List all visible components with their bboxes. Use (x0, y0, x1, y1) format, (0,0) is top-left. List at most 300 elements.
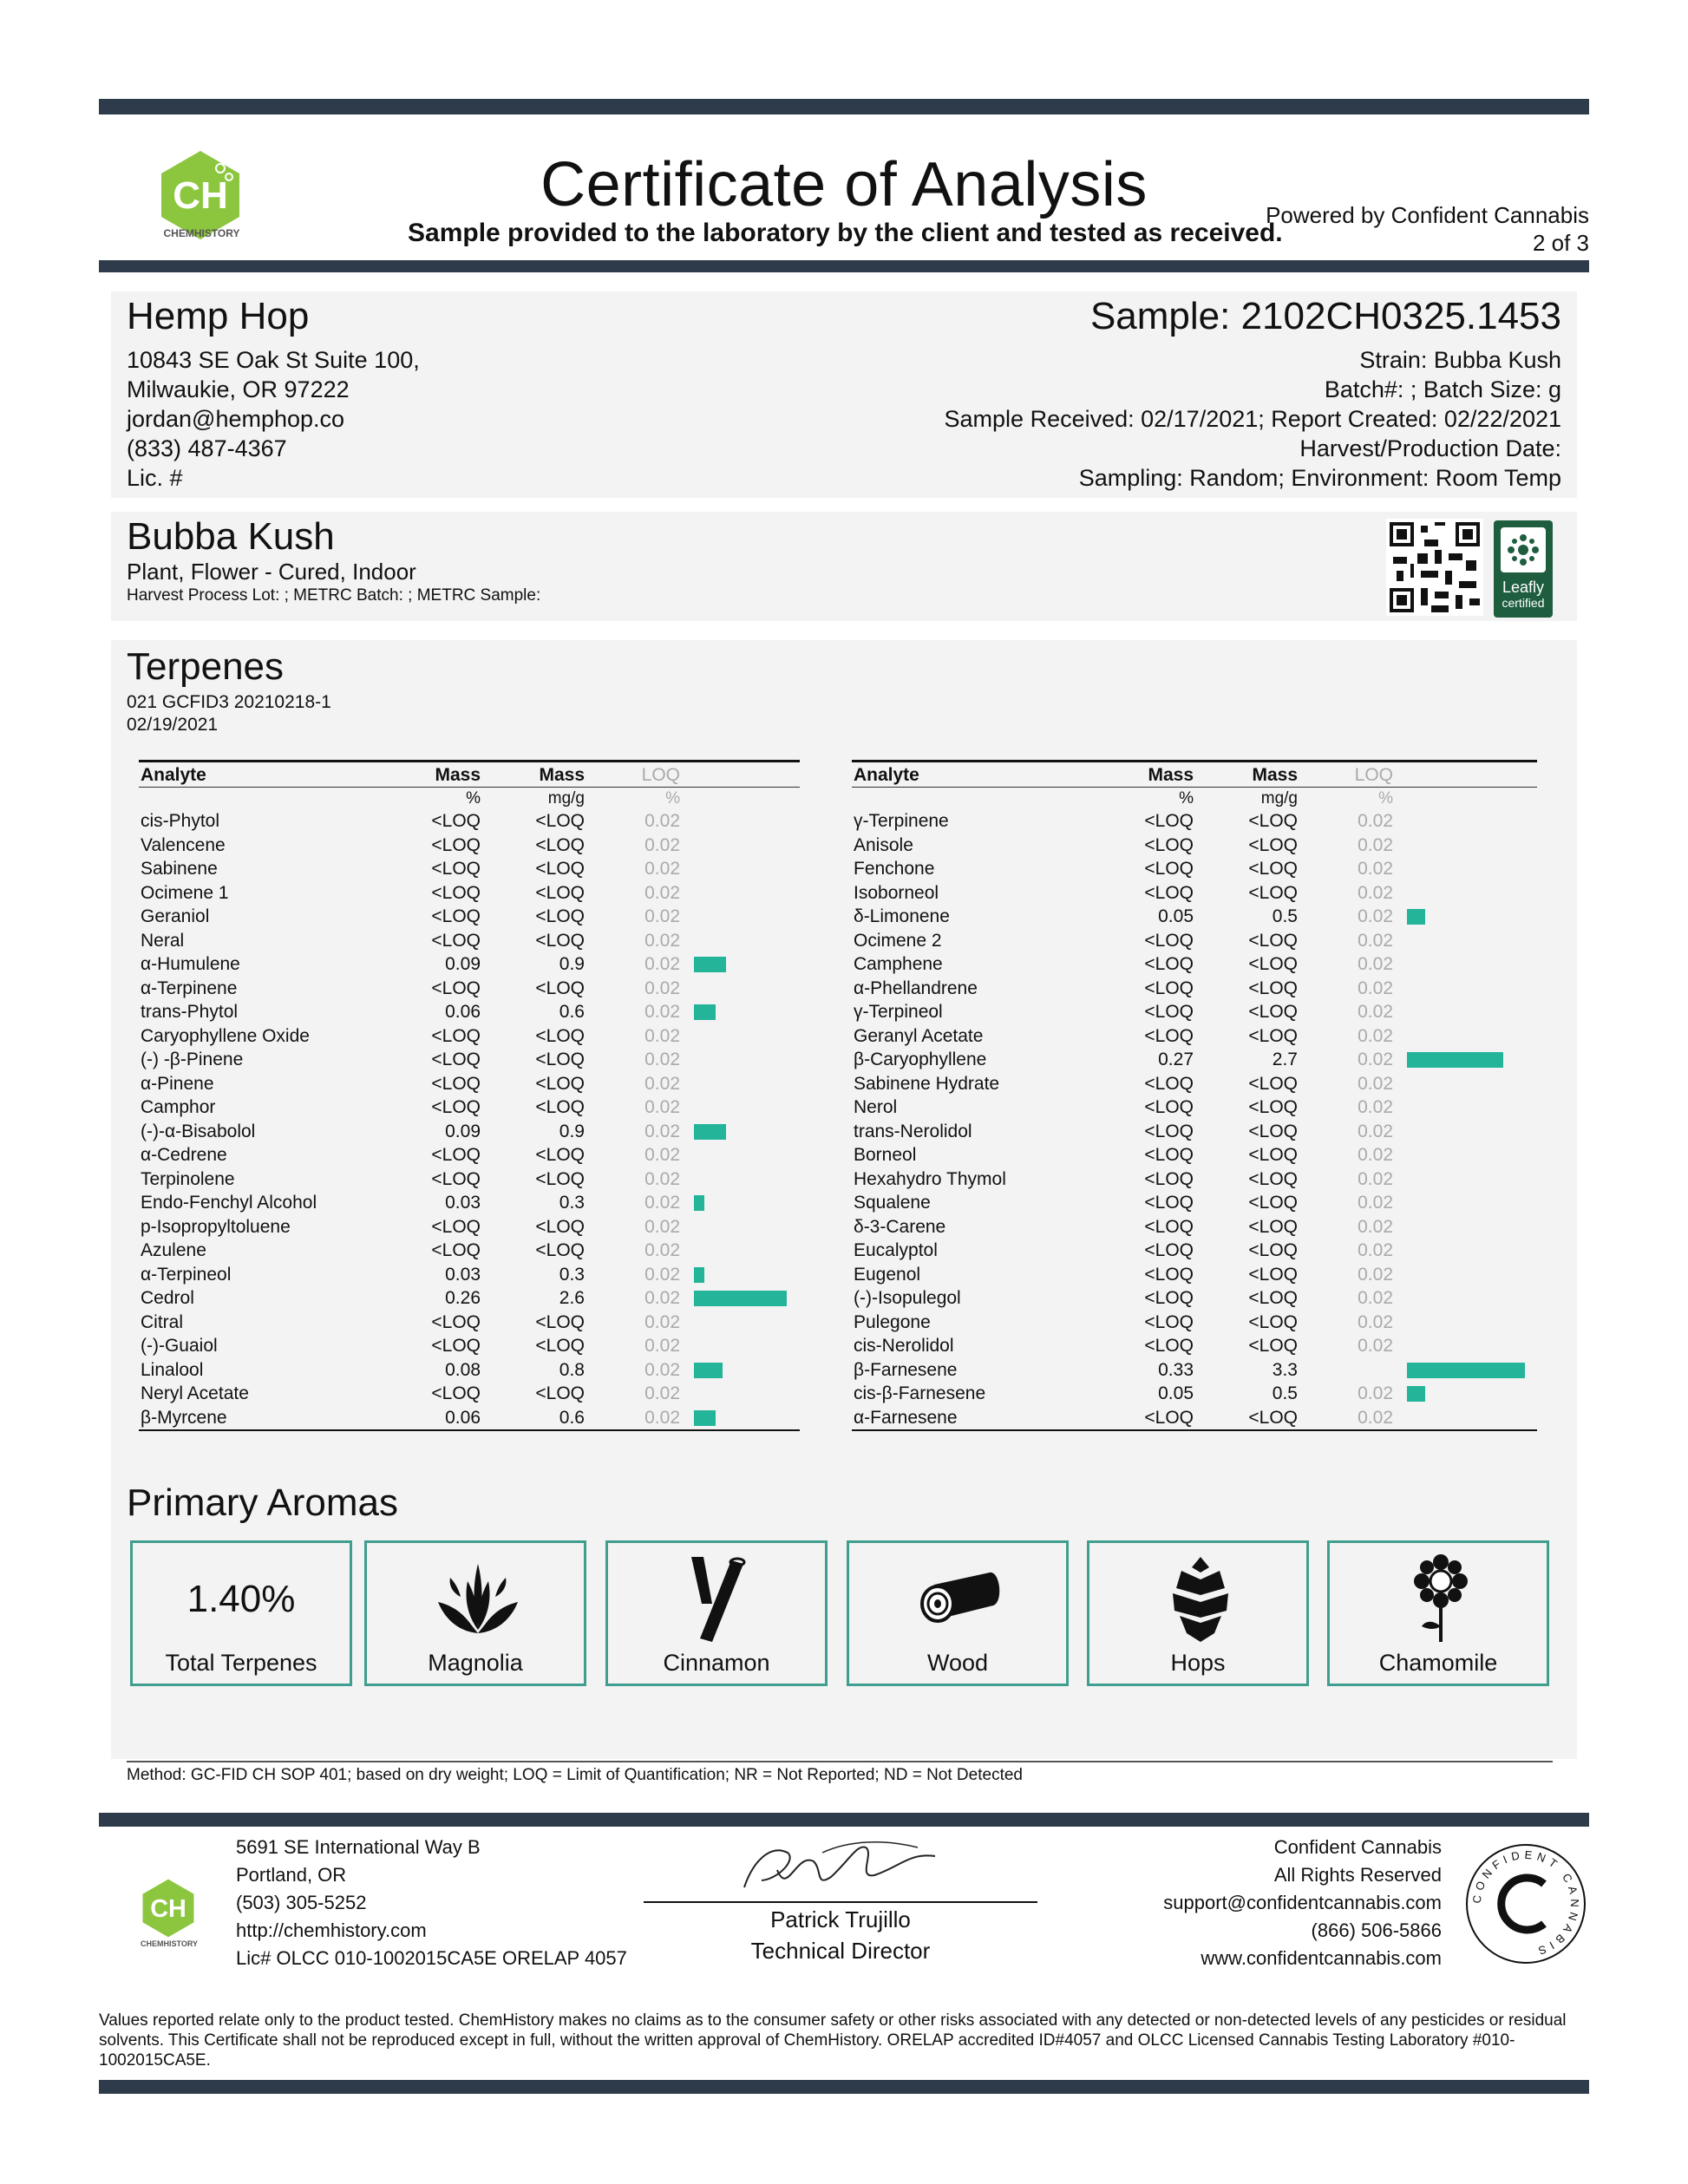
method-note: Method: GC-FID CH SOP 401; based on dry weight; LOQ = Limit of Quantification; NR = Not Reported; ND = Not Detected (127, 1766, 1023, 1784)
bar-cell (682, 1215, 800, 1239)
bar-cell (1395, 1382, 1537, 1406)
mass-mg-unit: mg/g (1260, 789, 1298, 808)
analyte-cell: α-Farnesene (852, 1406, 1109, 1431)
mass-pct-cell: <LOQ (1144, 1025, 1194, 1046)
table-row (139, 977, 800, 1001)
mass-pct-cell: <LOQ (1144, 1145, 1194, 1165)
col-bar (1395, 762, 1537, 788)
analyte-cell: δ-Limonene (854, 906, 950, 926)
mass-pct-cell: <LOQ (431, 930, 481, 951)
analyte-unit (852, 788, 1109, 810)
mass-pct-unit: % (466, 789, 481, 808)
bar-cell (1395, 1286, 1537, 1311)
bar-cell (1395, 1024, 1537, 1049)
loq-cell: 0.02 (1358, 1216, 1393, 1237)
mass-pct-cell: <LOQ (431, 1240, 481, 1260)
mass-mg-cell: <LOQ (1248, 1288, 1298, 1308)
col-bar (682, 762, 800, 788)
col-mass-mg: Mass (482, 762, 586, 788)
loq-cell: 0.02 (644, 1264, 680, 1285)
client-phone: (833) 487-4367 (127, 435, 287, 461)
mass-pct-cell: 0.06 (396, 1406, 482, 1431)
loq-cell: 0.02 (1358, 1193, 1393, 1213)
total-terpenes-card (130, 1540, 352, 1686)
analyte-cell: Terpinolene (141, 1168, 235, 1189)
analyte-cell: Anisole (854, 834, 913, 855)
mass-pct-cell: <LOQ (1144, 1121, 1194, 1141)
loq-cell: 0.02 (644, 1145, 680, 1165)
table-row (139, 929, 800, 953)
table-row (139, 952, 800, 977)
bar-cell (1395, 905, 1537, 929)
analyte-cell: γ-Terpineol (854, 1002, 943, 1022)
signature (736, 1835, 952, 1903)
mass-mg-cell: 0.9 (559, 1121, 585, 1141)
disclaimer: Values reported relate only to the product tested. ChemHistory makes no claims as to the consumer safety or other risks associated with any detected or non-detected levels of any pesticides or residual solvents. This Certificate shall not be reproduced except in full, without the written approval of ChemHistory. ORELAP accredited ID#4057 and OLCC Licensed Cannabis Testing Laboratory #010-1002015CA5E. (99, 2011, 1567, 2070)
analyte-cell: cis-Nerolidol (854, 1336, 954, 1356)
lab-website[interactable]: http://chemhistory.com (236, 1919, 427, 1941)
mass-mg-cell: <LOQ (535, 1216, 585, 1237)
aroma-label: Magnolia (428, 1650, 523, 1676)
loq-cell: 0.02 (644, 1336, 680, 1356)
mass-mg-cell: <LOQ (1248, 859, 1298, 879)
table-row (852, 809, 1537, 834)
analyte-cell: α-Cedrene (141, 1145, 227, 1165)
analyte-cell: Cedrol (141, 1288, 194, 1308)
table-row (852, 952, 1537, 977)
analyte-cell: β-Caryophyllene (854, 1049, 987, 1069)
analyte-cell: Squalene (854, 1193, 931, 1213)
loq-cell: 0.02 (586, 1406, 682, 1431)
logo-text: CH (173, 174, 228, 217)
mass-pct-cell: <LOQ (431, 978, 481, 998)
aroma-label: Cinnamon (663, 1650, 770, 1676)
mass-mg-cell: <LOQ (1248, 1097, 1298, 1117)
aromas-title: Primary Aromas (127, 1481, 398, 1524)
mass-pct-cell: <LOQ (1144, 1240, 1194, 1260)
cc-email[interactable]: support@confidentcannabis.com (1163, 1892, 1442, 1913)
loq-unit: % (665, 789, 680, 808)
aroma-card-wood (847, 1540, 1069, 1686)
bar-unit (682, 788, 800, 810)
bar-cell (1395, 1095, 1537, 1120)
mass-mg-cell: <LOQ (1248, 1025, 1298, 1046)
loq-cell: 0.02 (644, 906, 680, 926)
analyte-cell: β-Farnesene (854, 1359, 958, 1380)
mass-pct-cell: <LOQ (431, 859, 481, 879)
method-divider (127, 1761, 1553, 1762)
bar-cell (1395, 977, 1537, 1001)
mass-mg-cell: 2.7 (1272, 1049, 1298, 1069)
mass-pct-cell: <LOQ (1144, 1336, 1194, 1356)
mass-pct-cell: <LOQ (1144, 1168, 1194, 1189)
table-row (852, 1215, 1537, 1239)
sample-dates: Sample Received: 02/17/2021; Report Created: 02/22/2021 (944, 406, 1561, 432)
mass-mg-cell: <LOQ (1248, 930, 1298, 951)
mass-mg-cell: <LOQ (1248, 1311, 1298, 1332)
analyte-cell: Ocimene 1 (141, 882, 229, 903)
bar-cell (682, 1311, 800, 1335)
loq-cell: 0.02 (1358, 882, 1393, 903)
mass-pct-cell: <LOQ (431, 834, 481, 855)
total-terpenes-value: 1.40% (186, 1578, 296, 1620)
analyte-cell: α-Humulene (141, 954, 240, 974)
col-analyte: Analyte (139, 762, 396, 788)
bar-cell (1395, 1406, 1537, 1431)
mass-mg-cell: 3.3 (1272, 1359, 1298, 1380)
mass-pct-cell: <LOQ (431, 906, 481, 926)
footer-lab-info (236, 1834, 627, 1972)
mass-pct-cell: <LOQ (431, 1216, 481, 1237)
table-row (139, 1095, 800, 1120)
analyte-cell: δ-3-Carene (854, 1216, 946, 1237)
terpene-bar (1407, 1363, 1525, 1378)
mass-mg-cell: <LOQ (1248, 978, 1298, 998)
loq-cell: 0.02 (644, 1097, 680, 1117)
analyte-cell: Valencene (141, 834, 226, 855)
mass-pct-cell: 0.33 (1158, 1359, 1194, 1380)
terpenes-date: 02/19/2021 (127, 715, 219, 735)
table-row (139, 1239, 800, 1263)
mass-mg-cell: <LOQ (535, 811, 585, 831)
table-row (139, 1191, 800, 1215)
analyte-cell: Linalool (141, 1359, 204, 1380)
bar-cell (1395, 1311, 1537, 1335)
loq-cell: 0.02 (1358, 1145, 1393, 1165)
mass-mg-cell: <LOQ (1248, 954, 1298, 974)
loq-cell (1299, 1358, 1395, 1383)
analyte-cell: cis-β-Farnesene (854, 1383, 986, 1403)
bar-cell (682, 1239, 800, 1263)
table-row (852, 1000, 1537, 1024)
analyte-cell: γ-Terpinene (854, 811, 949, 831)
bar-cell (682, 1191, 800, 1215)
mass-mg-cell: <LOQ (535, 1168, 585, 1189)
lab-license: Lic# OLCC 010-1002015CA5E ORELAP 4057 (236, 1947, 627, 1969)
mass-mg-cell: <LOQ (1248, 1264, 1298, 1285)
mass-mg-cell: <LOQ (535, 1240, 585, 1260)
terpene-bar (694, 1124, 726, 1140)
confident-cannabis-seal (1464, 1842, 1587, 1965)
units-row (852, 788, 1537, 810)
analyte-cell: Sabinene Hydrate (854, 1073, 1000, 1094)
chamomile-flower-icon (1406, 1553, 1475, 1645)
table-row (852, 1263, 1537, 1287)
mass-pct-cell: <LOQ (1144, 1216, 1194, 1237)
analyte-cell: Hexahydro Thymol (854, 1168, 1006, 1189)
analyte-cell: Sabinene (141, 859, 218, 879)
bar-cell (682, 1072, 800, 1096)
mass-pct-cell: <LOQ (1144, 1097, 1194, 1117)
mass-mg-cell: 0.6 (482, 1406, 586, 1431)
mass-mg-cell: <LOQ (1248, 1145, 1298, 1165)
mass-mg-cell: <LOQ (1248, 1240, 1298, 1260)
bar-cell (682, 952, 800, 977)
loq-unit: % (1378, 789, 1393, 808)
mass-mg-cell: 0.5 (1272, 906, 1298, 926)
loq-cell: 0.02 (1358, 811, 1393, 831)
analyte-cell: Nerol (854, 1097, 898, 1117)
terpenes-instrument: 021 GCFID3 20210218-1 (127, 692, 331, 712)
loq-cell: 0.02 (644, 978, 680, 998)
powered-by-text: Powered by Confident Cannabis (1266, 202, 1589, 228)
mass-pct-cell: <LOQ (431, 1073, 481, 1094)
lab-address-2: Portland, OR (236, 1864, 347, 1886)
mass-pct-cell: <LOQ (431, 882, 481, 903)
table-row (139, 1143, 800, 1167)
loq-cell: 0.02 (1358, 1288, 1393, 1308)
mass-mg-cell: <LOQ (535, 1145, 585, 1165)
table-row (139, 1358, 800, 1383)
mass-pct-cell: 0.09 (445, 954, 481, 974)
product-lots: Harvest Process Lot: ; METRC Batch: ; METRC Sample: (127, 586, 541, 605)
bar-cell (682, 1263, 800, 1287)
bar-cell (682, 1167, 800, 1192)
analyte-cell: Isoborneol (854, 882, 939, 903)
analyte-cell: (-) -β-Pinene (141, 1049, 244, 1069)
loq-cell: 0.02 (644, 834, 680, 855)
leafly-badge (1494, 520, 1553, 618)
bar-cell (1395, 1358, 1537, 1383)
terpene-bar (694, 957, 726, 972)
mass-mg-cell: 0.3 (559, 1193, 585, 1213)
mass-mg-cell: <LOQ (1248, 1216, 1298, 1237)
signature-line (644, 1901, 1037, 1903)
loq-cell: 0.02 (1358, 930, 1393, 951)
bar-cell (682, 1334, 800, 1358)
mass-pct-cell: 0.08 (445, 1359, 481, 1380)
analyte-cell: α-Terpineol (141, 1264, 232, 1285)
bar-cell (682, 1048, 800, 1072)
bar-unit (1395, 788, 1537, 810)
table-row (139, 1024, 800, 1049)
mass-mg-cell: <LOQ (1248, 1193, 1298, 1213)
analyte-cell: Citral (141, 1311, 184, 1332)
mass-mg-cell: <LOQ (1248, 834, 1298, 855)
mass-mg-cell: <LOQ (535, 1311, 585, 1332)
sample-strain: Strain: Bubba Kush (1359, 347, 1561, 373)
table-row (139, 905, 800, 929)
bar-cell (1395, 1191, 1537, 1215)
signer-name: Patrick Trujillo (770, 1906, 911, 1932)
bar-cell (682, 1406, 800, 1431)
page-title: Certificate of Analysis (540, 150, 1148, 219)
loq-cell: 0.02 (644, 811, 680, 831)
table-row (139, 1382, 800, 1406)
bar-cell (1395, 834, 1537, 858)
sample-batch: Batch#: ; Batch Size: g (1324, 376, 1561, 402)
mass-mg-cell: 0.5 (1272, 1383, 1298, 1403)
sample-id: Sample: 2102CH0325.1453 (1089, 295, 1561, 337)
cc-name: Confident Cannabis (1273, 1836, 1442, 1858)
table-row (139, 1286, 800, 1311)
table-header-row (139, 762, 800, 788)
loq-cell: 0.02 (644, 1359, 680, 1380)
table-row (852, 905, 1537, 929)
table-row (852, 1358, 1537, 1383)
table-row (852, 881, 1537, 906)
loq-cell: 0.02 (1358, 1025, 1393, 1046)
mass-mg-cell: <LOQ (1248, 1336, 1298, 1356)
product-name: Bubba Kush (127, 515, 335, 558)
mass-pct-cell: <LOQ (431, 1383, 481, 1403)
bar-cell (1395, 881, 1537, 906)
analyte-cell: α-Pinene (141, 1073, 214, 1094)
powered-by (1266, 201, 1589, 257)
bar-cell (682, 1120, 800, 1144)
table-row (852, 1239, 1537, 1263)
mass-pct-cell: 0.27 (1158, 1049, 1194, 1069)
col-mass-pct: Mass (1109, 762, 1195, 788)
loq-cell: 0.02 (1358, 859, 1393, 879)
analyte-cell: Eugenol (854, 1264, 921, 1285)
page-subtitle: Sample provided to the laboratory by the client and tested as received. (408, 219, 1283, 247)
col-loq: LOQ (1299, 762, 1395, 788)
loq-cell: 0.02 (1358, 1002, 1393, 1022)
table-row (852, 1120, 1537, 1144)
mass-pct-unit: % (1179, 789, 1194, 808)
table-row (852, 1048, 1537, 1072)
bar-cell (682, 1000, 800, 1024)
leafly-text: Leafly (1502, 579, 1545, 596)
aroma-card-hops (1087, 1540, 1309, 1686)
client-license: Lic. # (127, 465, 183, 491)
client-info (127, 345, 420, 493)
analyte-cell: (-)-Isopulegol (854, 1288, 961, 1308)
loq-cell: 0.02 (1358, 1073, 1393, 1094)
bar-cell (1395, 1072, 1537, 1096)
bar-cell (682, 881, 800, 906)
mass-mg-cell: <LOQ (1248, 882, 1298, 903)
footer-cc-info (1163, 1834, 1442, 1972)
loq-cell: 0.02 (1358, 954, 1393, 974)
mass-pct-cell: <LOQ (431, 1311, 481, 1332)
product-type: Plant, Flower - Cured, Indoor (127, 559, 416, 585)
client-email: jordan@hemphop.co (127, 406, 345, 432)
loq-cell: 0.02 (1358, 978, 1393, 998)
mass-pct-cell: <LOQ (1144, 859, 1194, 879)
table-row (139, 1215, 800, 1239)
bottom-bar (99, 2080, 1589, 2094)
mass-pct-cell: <LOQ (1144, 1288, 1194, 1308)
analyte-cell: p-Isopropyltoluene (141, 1216, 291, 1237)
sample-info (945, 345, 1561, 493)
loq-cell: 0.02 (1358, 1240, 1393, 1260)
loq-cell: 0.02 (1299, 1406, 1395, 1431)
mass-pct-cell: <LOQ (1109, 1406, 1195, 1431)
cc-website[interactable]: www.confidentcannabis.com (1201, 1947, 1442, 1969)
table-row (852, 929, 1537, 953)
bar-cell (682, 834, 800, 858)
terpene-bar (694, 1267, 704, 1283)
loq-cell: 0.02 (1358, 1383, 1393, 1403)
terpene-bar (694, 1195, 704, 1211)
analyte-cell: (-)-α-Bisabolol (141, 1121, 256, 1141)
bar-cell (1395, 1167, 1537, 1192)
loq-cell: 0.02 (1358, 906, 1393, 926)
mass-mg-cell: <LOQ (535, 1025, 585, 1046)
mass-mg-cell: <LOQ (535, 834, 585, 855)
loq-cell: 0.02 (644, 1049, 680, 1069)
table-row (852, 1406, 1537, 1431)
mass-pct-cell: 0.05 (1158, 1383, 1194, 1403)
page-number: 2 of 3 (1532, 230, 1589, 256)
bar-cell (1395, 857, 1537, 881)
analyte-cell: Camphor (141, 1097, 216, 1117)
table-row (139, 1334, 800, 1358)
terpene-bar (694, 1410, 716, 1426)
terpene-bar (1407, 1052, 1503, 1068)
table-row (852, 1286, 1537, 1311)
magnolia-icon (433, 1555, 523, 1642)
col-mass-pct: Mass (396, 762, 482, 788)
mass-mg-cell: <LOQ (535, 882, 585, 903)
analyte-unit (139, 788, 396, 810)
mass-pct-cell: 0.26 (445, 1288, 481, 1308)
analyte-cell: trans-Phytol (141, 1002, 239, 1022)
table-row (139, 1406, 800, 1431)
table-row (139, 809, 800, 834)
table-row (139, 881, 800, 906)
mass-pct-cell: <LOQ (431, 1336, 481, 1356)
mass-pct-cell: <LOQ (1144, 1073, 1194, 1094)
mass-mg-cell: <LOQ (535, 859, 585, 879)
mass-mg-cell: <LOQ (535, 978, 585, 998)
bar-cell (1395, 1239, 1537, 1263)
mass-mg-cell: <LOQ (535, 906, 585, 926)
table-row (852, 1095, 1537, 1120)
table-row (852, 1311, 1537, 1335)
bar-cell (1395, 1120, 1537, 1144)
mass-mg-cell: <LOQ (535, 1049, 585, 1069)
terpene-bar (694, 1291, 787, 1306)
bar-cell (1395, 952, 1537, 977)
table-row (852, 1382, 1537, 1406)
mass-mg-cell: 2.6 (559, 1288, 585, 1308)
table-row (139, 857, 800, 881)
table-row (852, 1334, 1537, 1358)
loq-cell: 0.02 (1358, 1264, 1393, 1285)
bar-cell (682, 1286, 800, 1311)
bar-cell (682, 1024, 800, 1049)
mass-pct-cell: 0.06 (445, 1002, 481, 1022)
bar-cell (1395, 929, 1537, 953)
footer-lab-logo (137, 1877, 200, 1939)
loq-cell: 0.02 (1358, 1049, 1393, 1069)
analyte-cell: Fenchone (854, 859, 935, 879)
analyte-cell: α-Terpinene (141, 978, 238, 998)
terpene-bar (1407, 1386, 1425, 1402)
bar-cell (682, 1143, 800, 1167)
analyte-cell: Geranyl Acetate (854, 1025, 984, 1046)
mass-pct-cell: 0.09 (445, 1121, 481, 1141)
mass-pct-cell: <LOQ (1144, 1193, 1194, 1213)
loq-cell: 0.02 (644, 1216, 680, 1237)
loq-cell: 0.02 (644, 1288, 680, 1308)
analyte-cell: Ocimene 2 (854, 930, 942, 951)
table-row (852, 834, 1537, 858)
bar-cell (682, 857, 800, 881)
bar-cell (1395, 809, 1537, 834)
loq-cell: 0.02 (644, 882, 680, 903)
analyte-cell: Neryl Acetate (141, 1383, 249, 1403)
mass-pct-cell: <LOQ (1144, 1002, 1194, 1022)
table-row (852, 977, 1537, 1001)
mass-mg-cell: 0.6 (559, 1002, 585, 1022)
loq-cell: 0.02 (644, 930, 680, 951)
lab-phone: (503) 305-5252 (236, 1892, 367, 1913)
terpene-table-right (852, 760, 1537, 1431)
